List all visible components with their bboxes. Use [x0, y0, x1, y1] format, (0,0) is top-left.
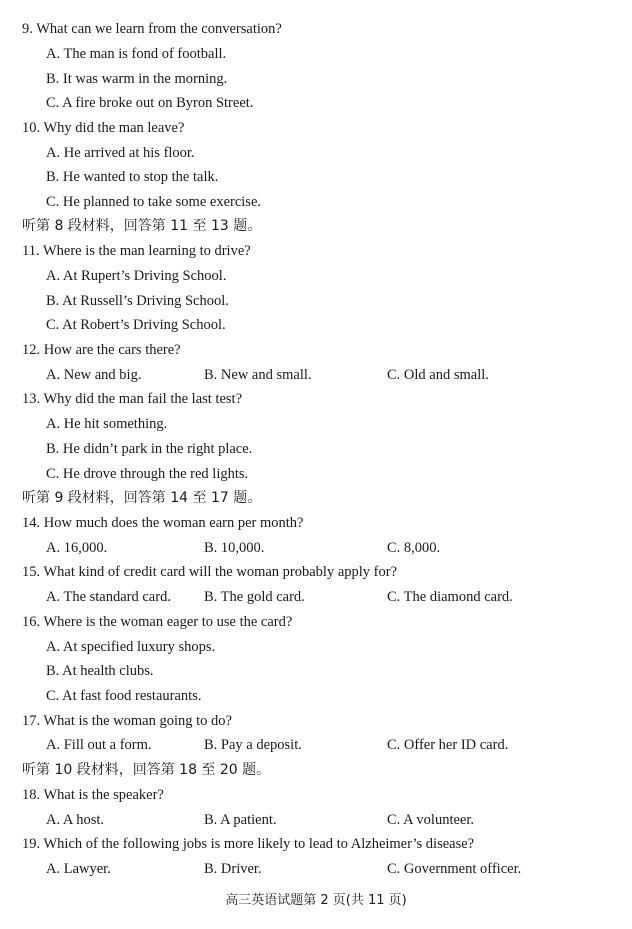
option-10a: A. He arrived at his floor.	[46, 145, 195, 161]
question-13: 13. Why did the man fail the last test?	[22, 391, 242, 407]
question-16: 16. Where is the woman eager to use the card?	[22, 614, 293, 630]
option-14c: C. 8,000.	[387, 540, 441, 556]
option-17b: B. Pay a deposit.	[204, 737, 302, 753]
question-11: 11. Where is the man learning to drive?	[22, 243, 251, 259]
option-11c: C. At Robert’s Driving School.	[46, 317, 226, 333]
option-17c: C. Offer her ID card.	[387, 737, 509, 753]
option-18c: C. A volunteer.	[387, 812, 474, 828]
option-16a: A. At specified luxury shops.	[46, 639, 216, 655]
question-9: 9. What can we learn from the conversation?	[22, 21, 282, 37]
option-12c: C. Old and small.	[387, 367, 489, 383]
option-11a: A. At Rupert’s Driving School.	[46, 268, 227, 284]
option-19b: B. Driver.	[204, 861, 262, 877]
question-18: 18. What is the speaker?	[22, 787, 164, 803]
option-9a: A. The man is fond of football.	[46, 46, 227, 62]
option-19c: C. Government officer.	[387, 861, 522, 877]
option-9b: B. It was warm in the morning.	[46, 71, 228, 87]
option-15a: A. The standard card.	[46, 589, 171, 605]
option-12b: B. New and small.	[204, 367, 312, 383]
option-13b: B. He didn’t park in the right place.	[46, 441, 253, 457]
section-heading-8: 听第 8 段材料，回答第 11 至 13 题。	[22, 218, 262, 234]
option-13c: C. He drove through the red lights.	[46, 466, 249, 482]
question-17: 17. What is the woman going to do?	[22, 713, 232, 729]
question-10: 10. Why did the man leave?	[22, 120, 185, 136]
option-12a: A. New and big.	[46, 367, 142, 383]
option-16c: C. At fast food restaurants.	[46, 688, 202, 704]
question-12: 12. How are the cars there?	[22, 342, 181, 358]
option-15b: B. The gold card.	[204, 589, 305, 605]
option-10b: B. He wanted to stop the talk.	[46, 169, 219, 185]
option-18a: A. A host.	[46, 812, 105, 828]
section-heading-9: 听第 9 段材料，回答第 14 至 17 题。	[22, 490, 262, 506]
option-10c: C. He planned to take some exercise.	[46, 194, 262, 210]
option-14a: A. 16,000.	[46, 540, 108, 556]
option-18b: B. A patient.	[204, 812, 277, 828]
page-footer: 高三英语试题第 2 页(共 11 页)	[225, 893, 407, 908]
question-14: 14. How much does the woman earn per month?	[22, 515, 304, 531]
option-9c: C. A fire broke out on Byron Street.	[46, 95, 254, 111]
option-17a: A. Fill out a form.	[46, 737, 152, 753]
option-19a: A. Lawyer.	[46, 861, 111, 877]
option-14b: B. 10,000.	[204, 540, 265, 556]
question-19: 19. Which of the following jobs is more likely to lead to Alzheimer’s disease?	[22, 836, 475, 852]
option-11b: B. At Russell’s Driving School.	[46, 293, 229, 309]
section-heading-10: 听第 10 段材料，回答第 18 至 20 题。	[22, 762, 271, 778]
option-13a: A. He hit something.	[46, 416, 168, 432]
question-15: 15. What kind of credit card will the woman probably apply for?	[22, 564, 398, 580]
option-15c: C. The diamond card.	[387, 589, 513, 605]
option-16b: B. At health clubs.	[46, 663, 154, 679]
